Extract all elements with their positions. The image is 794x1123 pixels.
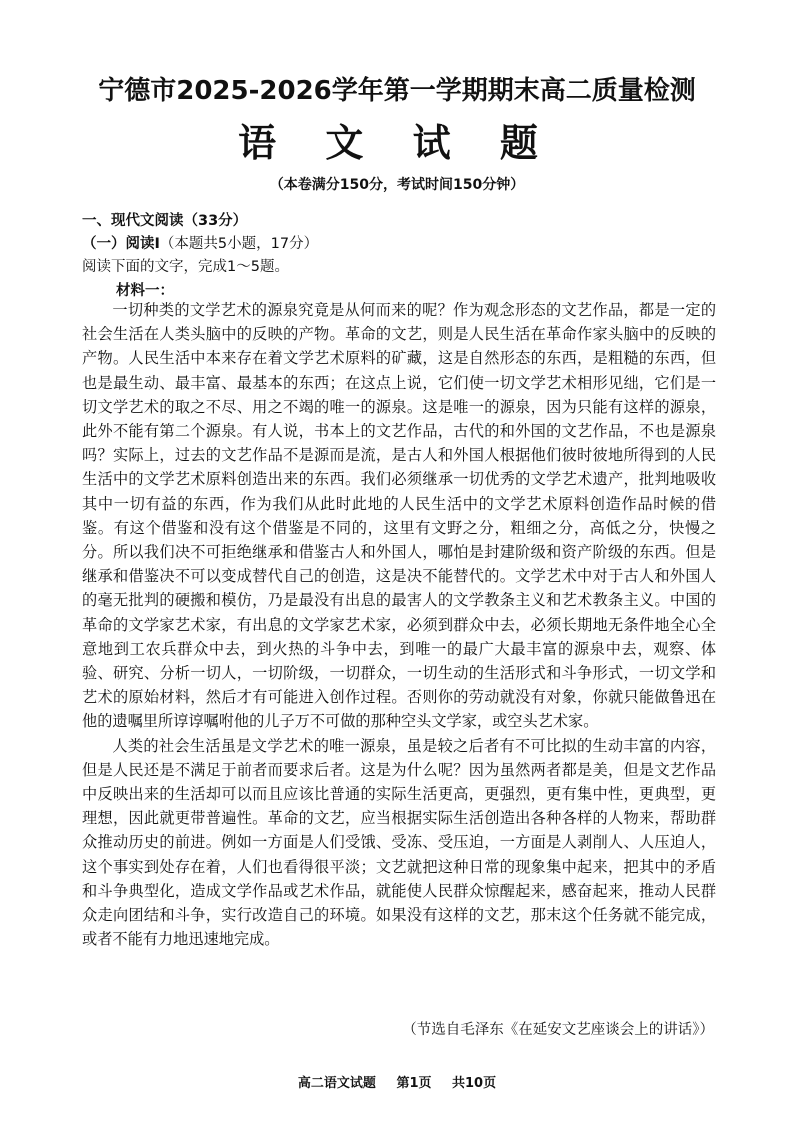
source-citation: （节选自毛泽东《在延安文艺座谈会上的讲话》） [402, 1022, 714, 1038]
exam-title: 宁德市2025-2026学年第一学期期末高二质量检测 [98, 76, 696, 106]
subsection-note: （本题共5小题，17分） [159, 236, 319, 252]
material-label: 材料一： [116, 283, 174, 299]
exam-info: （本卷满分150分，考试时间150分钟） [269, 177, 525, 193]
footer-page: 第1页 [396, 1076, 432, 1091]
material-paragraph-1: 一切种类的文学艺术的源泉究竟是从何而来的呢？作为观念形态的文艺作品，都是一定的社会生活在人类头脑中的反映的产物。革命的文艺，则是人民生活在革命作家头脑中的反映的产物。人民生活中本来存在着文学艺术原料的矿藏，这是自然形态的东西，是粗糙的东西，但也是最生动、最丰富、最基本的东西；在这点上说，它们使一切文学艺术相形见绌，它们是一切文学艺术的取之不尽、用之不竭的唯一的源泉。这是唯一的源泉，因为只能有这样的源泉，此外不能有第二个源泉。有人说，书本上的文艺作品，古代的和外国的文艺作品，不也是源泉吗？实际上，过去的文艺作品不是源而是流，是古人和外国人根据他们彼时彼地所得到的人民生活中的文学艺术原料创造出来的东西。我们必须继承一切优秀的文学艺术遗产，批判地吸收其中一切有益的东西，作为我们从此时此地的人民生活中的文学艺术原料创造作品时候的借鉴。有这个借鉴和没有这个借鉴是不同的，这里有文野之分，粗细之分，高低之分，快慢之分。所以我们决不可拒绝继承和借鉴古人和外国人，哪怕是封建阶级和资产阶级的东西。但是继承和借鉴决不可以变成替代自己的创造，这是决不能替代的。文学艺术中对于古人和外国人的毫无批判的硬搬和模仿，乃是最没有出息的最害人的文学教条主义和艺术教条主义。中国的革命的文学家艺术家，有出息的文学家艺术家，必须到群众中去，必须长期地无条件地全心全意地到工农兵群众中去，到火热的斗争中去，到唯一的最广大最丰富的源泉中去，观察、体验、研究、分析一切人，一切阶级，一切群众，一切生动的生活形式和斗争形式，一切文学和艺术的原始材料，然后才有可能进入创作过程。否则你的劳动就没有对象，你就只能做鲁迅在他的遗嘱里所谆谆嘱咐他的儿子万不可做的那种空头文学家，或空头艺术家。 [82, 301, 716, 731]
footer-paper: 高二语文试题 [297, 1076, 376, 1091]
reading-instruction: 阅读下面的文字，完成1～5题。 [82, 259, 289, 275]
subsection-heading [82, 232, 318, 253]
subsection-title: （一）阅读I [82, 236, 160, 252]
material-text [82, 298, 716, 951]
subject-title: 语 文 试 题 [238, 120, 556, 165]
section-heading: 一、现代文阅读（33分） [82, 213, 248, 229]
material-paragraph-2: 人类的社会生活虽是文学艺术的唯一源泉，虽是较之后者有不可比拟的生动丰富的内容，但是人民还是不满足于前者而要求后者。这是为什么呢？因为虽然两者都是美，但是文艺作品中反映出来的生活却可以而且应该比普通的实际生活更高，更强烈，更有集中性，更典型，更理想，因此就更带普遍性。革命的文艺，应当根据实际生活创造出各种各样的人物来，帮助群众推动历史的前进。例如一方面是人们受饿、受冻、受压迫，一方面是人剥削人、人压迫人，这个事实到处存在着，人们也看得很平淡；文艺就把这种日常的现象集中起来，把其中的矛盾和斗争典型化，造成文学作品或艺术作品，就能使人民群众惊醒起来，感奋起来，推动人民群众走向团结和斗争，实行改造自己的环境。如果没有这样的文艺，那末这个任务就不能完成，或者不能有力地迅速地完成。 [82, 736, 716, 949]
footer-total: 共10页 [452, 1076, 497, 1091]
page-footer [0, 1072, 794, 1091]
